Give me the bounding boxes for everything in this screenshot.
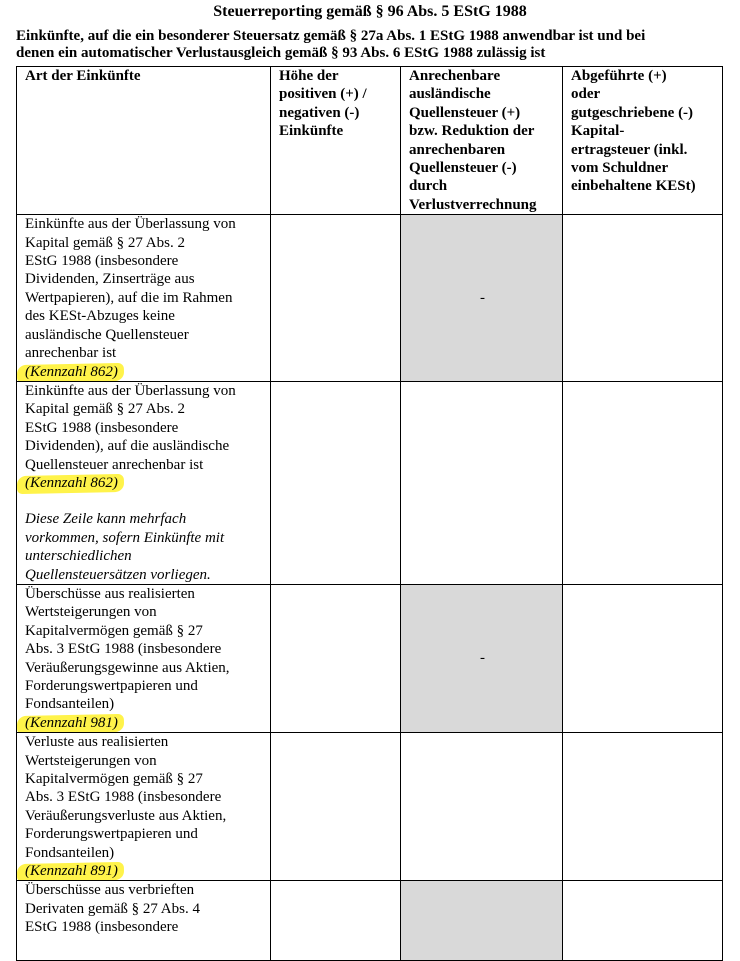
cell-line: Verluste aus realisierten: [25, 734, 169, 751]
header-line: ertragsteuer (inkl.: [571, 141, 688, 158]
cell-line: Einkünfte aus der Überlassung von: [25, 216, 236, 233]
cell-line: ausländische Quellensteuer: [25, 326, 189, 343]
header-line: durch: [409, 178, 448, 195]
einkunftsart-cell: [17, 215, 271, 382]
cell-line: EStG 1988 (insbesondere: [25, 253, 179, 270]
cell-line: Veräußerungsgewinne aus Aktien,: [25, 659, 230, 676]
header-line: Verlustverrechnung: [409, 196, 537, 213]
highlighted-kennzahl: (Kennzahl 862): [25, 474, 118, 491]
cell-line: Quellensteuer anrechenbar ist: [25, 456, 204, 473]
header-line: gutgeschriebene (-): [571, 104, 694, 121]
cell-line: Einkünfte aus der Überlassung von: [25, 382, 236, 399]
document-title: Steuerreporting gemäß § 96 Abs. 5 EStG 1988: [213, 3, 527, 20]
hoehe-cell: [271, 733, 401, 881]
header-line: Höhe der: [279, 68, 339, 84]
cell-line: des KESt-Abzuges keine: [25, 308, 175, 325]
cell-line: Abs. 3 EStG 1988 (insbesondere: [25, 641, 222, 658]
kest-cell: [563, 584, 723, 732]
kennzahl-label: [25, 363, 264, 381]
einkunftsart-cell: [17, 733, 271, 881]
cell-line: anrechenbar ist: [25, 345, 117, 362]
cell-line: Wertsteigerungen von: [25, 752, 157, 769]
quellensteuer-cell-disabled: [401, 881, 563, 961]
einkunftsart-cell: [17, 881, 271, 961]
header-line: positiven (+) /: [279, 86, 367, 103]
note-line: Diese Zeile kann mehrfach: [25, 511, 187, 528]
highlighted-kennzahl: (Kennzahl 891): [25, 863, 118, 880]
cell-line: Fondsanteilen): [25, 844, 115, 861]
header-line: Einkünfte: [279, 123, 344, 140]
kennzahl-label: [25, 474, 264, 492]
cell-line: EStG 1988 (insbesondere: [25, 419, 179, 436]
spacer: [25, 492, 264, 510]
table-row: [17, 215, 723, 382]
header-line: vom Schuldner: [571, 160, 669, 177]
quellensteuer-cell-disabled: -: [401, 215, 563, 382]
cell-line: Derivaten gemäß § 27 Abs. 4: [25, 900, 200, 917]
table-row: [17, 881, 723, 961]
header-line: Quellensteuer (-): [409, 160, 517, 177]
cell-line: Kapitalvermögen gemäß § 27: [25, 622, 203, 639]
table-row: [17, 584, 723, 732]
quellensteuer-cell-disabled: -: [401, 584, 563, 732]
hoehe-cell: [271, 381, 401, 584]
header-line: ausländische: [409, 86, 491, 103]
kennzahl-label: [25, 714, 264, 732]
cell-line: Dividenden), auf die ausländische: [25, 438, 230, 455]
cell-line: Überschüsse aus verbrieften: [25, 882, 195, 899]
cell-line: Wertpapieren), auf die im Rahmen: [25, 289, 233, 306]
kest-cell: [563, 733, 723, 881]
note-line: unterschiedlichen: [25, 548, 132, 565]
header-line: oder: [571, 86, 601, 103]
note-line: Quellensteuersätzen vorliegen.: [25, 566, 211, 583]
cell-line: Wertsteigerungen von: [25, 604, 157, 621]
hoehe-cell: [271, 584, 401, 732]
header-kapitalertragsteuer: [563, 67, 723, 215]
highlighted-kennzahl: (Kennzahl 862): [25, 363, 118, 380]
section-heading-line: denen ein automatischer Verlustausgleich gemäß § 93 Abs. 6 EStG 1988 zulässig ist: [16, 45, 546, 61]
cell-line: Veräußerungsverluste aus Aktien,: [25, 807, 227, 824]
cell-line: Abs. 3 EStG 1988 (insbesondere: [25, 789, 222, 806]
cell-line: Forderungswertpapieren und: [25, 826, 198, 843]
kennzahl-label: [25, 862, 264, 880]
section-heading: [16, 28, 736, 62]
kest-cell: [563, 215, 723, 382]
quellensteuer-cell: [401, 381, 563, 584]
table-header-row: [17, 67, 723, 215]
hoehe-cell: [271, 881, 401, 961]
table-row: [17, 733, 723, 881]
einkunftsart-cell: [17, 381, 271, 584]
header-hoehe-der-einkuenfte: [271, 67, 401, 215]
cell-line: Kapital gemäß § 27 Abs. 2: [25, 234, 185, 251]
tax-reporting-table: [16, 66, 723, 961]
highlighted-kennzahl: (Kennzahl 981): [25, 714, 118, 731]
cell-line: Kapitalvermögen gemäß § 27: [25, 771, 203, 788]
header-line: Abgeführte (+): [571, 68, 667, 84]
kest-cell: [563, 381, 723, 584]
hoehe-cell: [271, 215, 401, 382]
header-art-der-einkuenfte: [17, 67, 271, 215]
header-line: negativen (-): [279, 104, 360, 121]
cell-line: EStG 1988 (insbesondere: [25, 919, 179, 936]
header-line: bzw. Reduktion der: [409, 123, 535, 140]
header-line: Quellensteuer (+): [409, 104, 521, 121]
header-line: Art der Einkünfte: [25, 68, 141, 84]
section-heading-line: Einkünfte, auf die ein besonderer Steuersatz gemäß § 27a Abs. 1 EStG 1988 anwendbar ist und bei: [16, 28, 646, 44]
einkunftsart-cell: [17, 584, 271, 732]
cell-line: Forderungswertpapieren und: [25, 678, 198, 694]
header-line: Kapital-: [571, 123, 625, 140]
cell-line: Kapital gemäß § 27 Abs. 2: [25, 401, 185, 418]
header-line: Anrechenbare: [409, 68, 501, 84]
cell-line: Dividenden, Zinserträge aus: [25, 271, 195, 288]
quellensteuer-cell: [401, 733, 563, 881]
header-quellensteuer: [401, 67, 563, 215]
cell-line: Fondsanteilen): [25, 696, 115, 713]
cell-line: Überschüsse aus realisierten: [25, 585, 195, 602]
header-line: einbehaltene KESt): [571, 178, 696, 195]
table-row: [17, 381, 723, 584]
note-line: vorkommen, sofern Einkünfte mit: [25, 529, 225, 546]
kest-cell: [563, 881, 723, 961]
header-line: anrechenbaren: [409, 141, 506, 158]
